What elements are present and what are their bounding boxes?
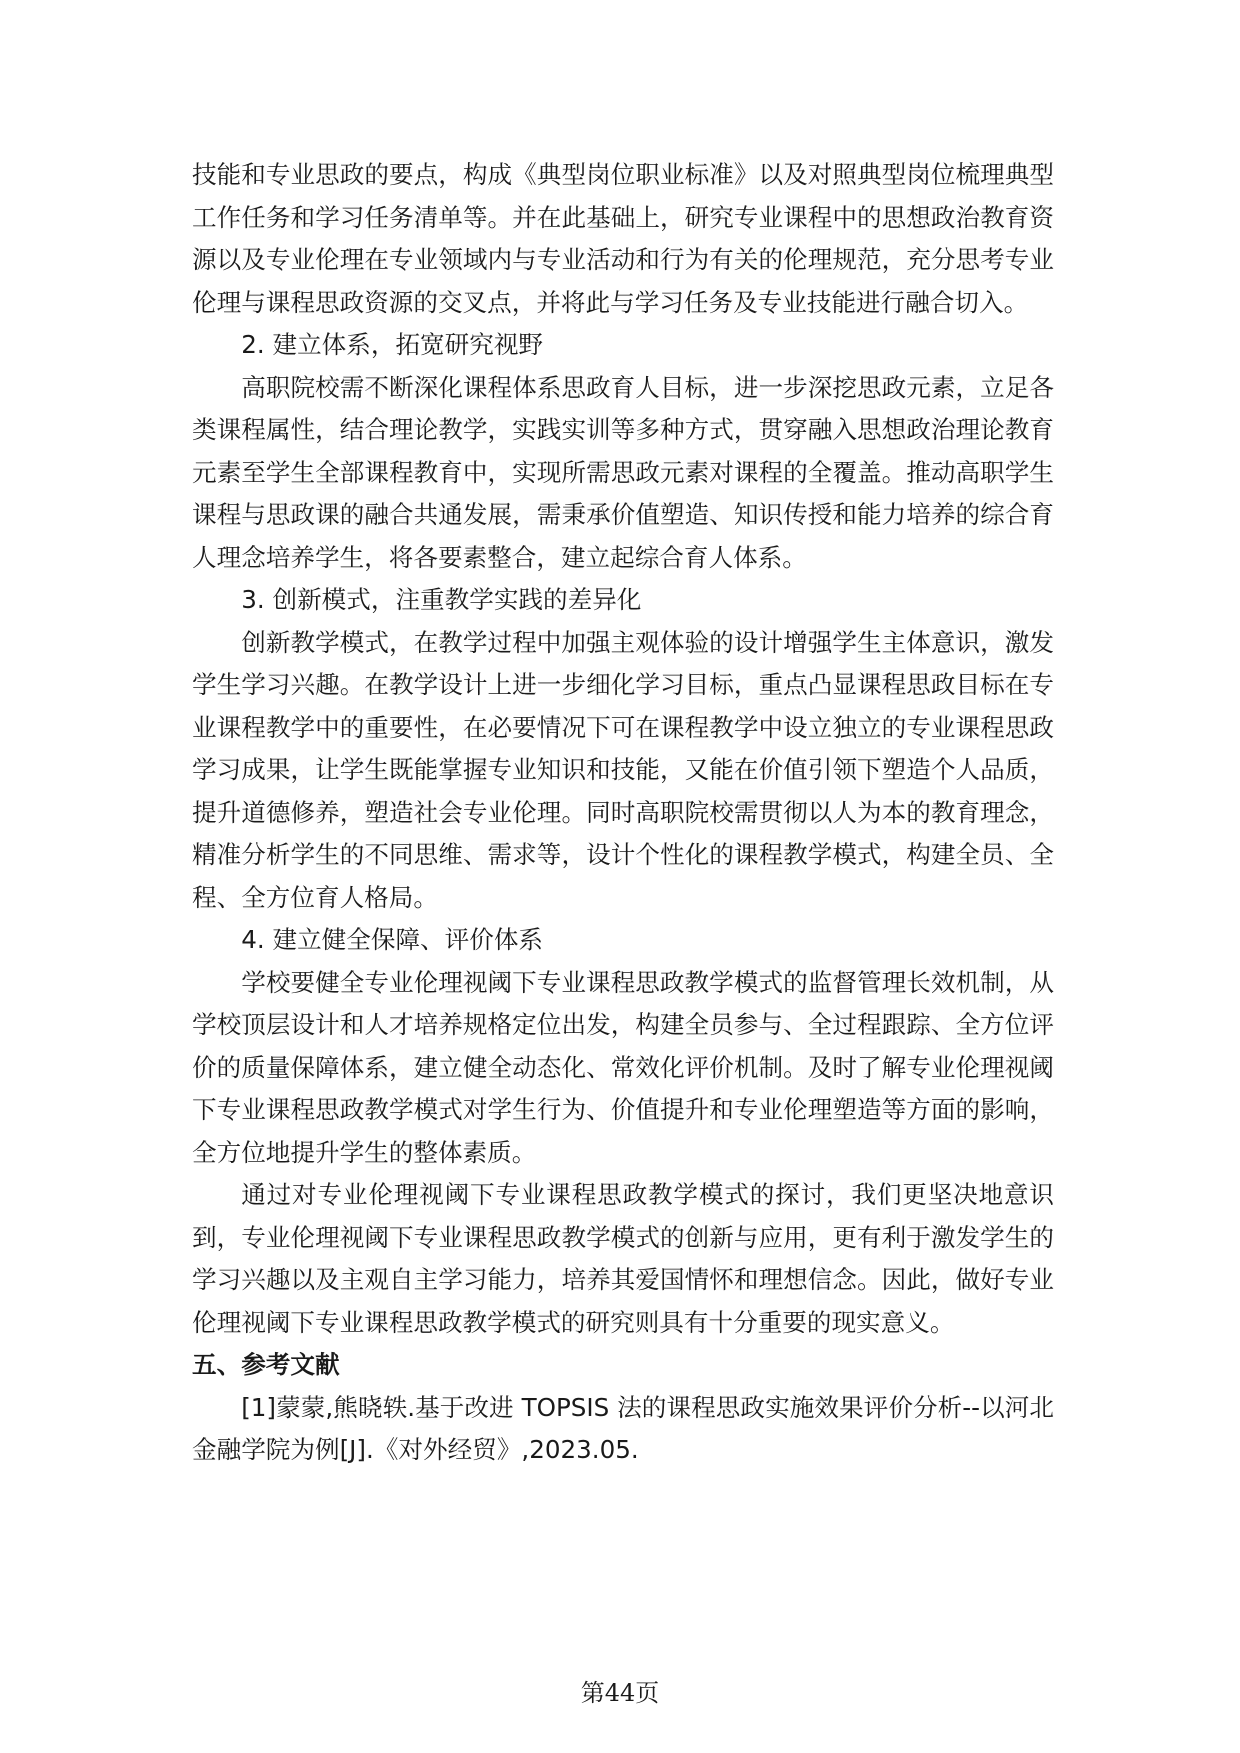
document-body bbox=[192, 154, 1054, 1472]
subheading-3: 3. 创新模式，注重教学实践的差异化 bbox=[241, 585, 642, 614]
paragraph-intro: 技能和专业思政的要点，构成《典型岗位职业标准》以及对照典型岗位梳理典型工作任务和学习任务清单等。并在此基础上，研究专业课程中的思想政治教育资源以及专业伦理在专业领域内与专业活动和行为有关的伦理规范，充分思考专业伦理与课程思政资源的交叉点，并将此与学习任务及专业技能进行融合切入。 bbox=[192, 160, 1054, 317]
reference-item: [1]蒙蒙,熊晓轶.基于改进 TOPSIS 法的课程思政实施效果评价分析--以河北金融学院为例[J].《对外经贸》,2023.05. bbox=[192, 1392, 1054, 1464]
subheading-2: 2. 建立体系，拓宽研究视野 bbox=[241, 330, 544, 359]
paragraph-4: 学校要健全专业伦理视阈下专业课程思政教学模式的监督管理长效机制，从学校顶层设计和人才培养规格定位出发，构建全员参与、全过程跟踪、全方位评价的质量保障体系，建立健全动态化、常效化评价机制。及时了解专业伦理视阈下专业课程思政教学模式对学生行为、价值提升和专业伦理塑造等方面的影响，全方位地提升学生的整体素质。 bbox=[192, 967, 1054, 1167]
subheading-4: 4. 建立健全保障、评价体系 bbox=[241, 925, 544, 954]
section-5-title: 五、参考文献 bbox=[192, 1350, 340, 1379]
paragraph-conclusion: 通过对专业伦理视阈下专业课程思政教学模式的探讨，我们更坚决地意识到，专业伦理视阈下专业课程思政教学模式的创新与应用，更有利于激发学生的学习兴趣以及主观自主学习能力，培养其爱国情怀和理想信念。因此，做好专业伦理视阈下专业课程思政教学模式的研究则具有十分重要的现实意义。 bbox=[192, 1180, 1054, 1337]
page-number: 第44页 bbox=[580, 1679, 660, 1707]
paragraph-2: 高职院校需不断深化课程体系思政育人目标，进一步深挖思政元素，立足各类课程属性，结合理论教学，实践实训等多种方式，贯穿融入思想政治理论教育元素至学生全部课程教育中，实现所需思政元素对课程的全覆盖。推动高职学生课程与思政课的融合共通发展，需秉承价值塑造、知识传授和能力培养的综合育人理念培养学生，将各要素整合，建立起综合育人体系。 bbox=[192, 372, 1054, 572]
paragraph-3: 创新教学模式，在教学过程中加强主观体验的设计增强学生主体意识，激发学生学习兴趣。在教学设计上进一步细化学习目标，重点凸显课程思政目标在专业课程教学中的重要性，在必要情况下可在课程教学中设立独立的专业课程思政学习成果，让学生既能掌握专业知识和技能，又能在价值引领下塑造个人品质，提升道德修养，塑造社会专业伦理。同时高职院校需贯彻以人为本的教育理念，精准分析学生的不同思维、需求等，设计个性化的课程教学模式，构建全员、全程、全方位育人格局。 bbox=[192, 627, 1054, 912]
